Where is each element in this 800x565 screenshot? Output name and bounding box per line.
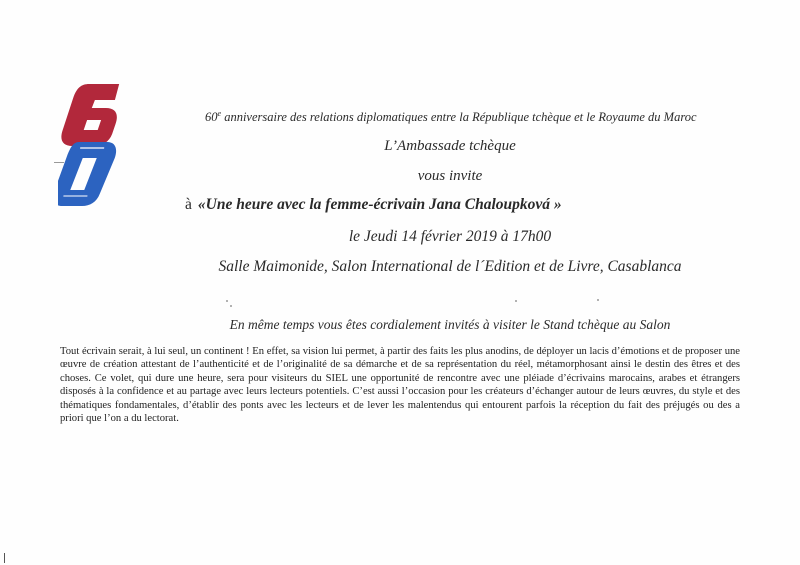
scan-speck: [515, 300, 517, 302]
scan-mark: [4, 553, 5, 563]
event-title-line: [185, 196, 785, 214]
embassy-line: L’Ambassade tchèque: [384, 138, 516, 154]
event-title: «Une heure avec la femme-écrivain Jana Chaloupková »: [197, 196, 562, 213]
event-venue: Salle Maimonide, Salon International de l´Edition et de Livre, Casablanca: [218, 258, 682, 275]
scan-speck: [597, 299, 599, 301]
event-title-prefix: à: [185, 196, 192, 213]
anniversary-sup: e: [217, 109, 222, 118]
anniversary-number: 60: [205, 110, 218, 125]
sixty-anniversary-logo-icon: [58, 78, 138, 208]
anniversary-line: [205, 109, 745, 125]
description-paragraph: Tout écrivain serait, à lui seul, un continent ! En effet, sa vision lui permet, à partir des faits les plus anodins, de déployer un lacis d’émotions et de proposer une œuvre de création attestant de l’authenticité et de l’originalité de sa démarche et de sa représentation du réel, métamorphosant ainsi le destin des êtres et des choses. Ce volet, qui dure une heure, sera pour visiteurs du SIEL une opportunité de rencontre avec une pléiade d’écrivains marocains, arabes et étrangers disposés à la confidence et au partage avec leurs lecteurs potentiels. C’est aussi l’occasion pour les créateurs d’échanger autour de leurs œuvres, du style et des thématiques fondamentales, d’établir des ponts avec les lecteurs et de lever les malentendus qui entourent parfois la réception du fait des préjugés ou des a priori que l’on a du lectorat.: [60, 346, 740, 425]
invite-line: vous invite: [417, 168, 483, 184]
anniversary-text: anniversaire des relations diplomatiques entre la République tchèque et le Royaume du Maroc: [221, 110, 697, 125]
scan-speck: [226, 300, 228, 302]
stand-invitation: En même temps vous êtes cordialement invités à visiter le Stand tchèque au Salon: [229, 317, 671, 332]
scan-mark: [54, 162, 64, 163]
event-date: le Jeudi 14 février 2019 à 17h00: [348, 228, 552, 245]
scan-speck: [230, 305, 232, 307]
